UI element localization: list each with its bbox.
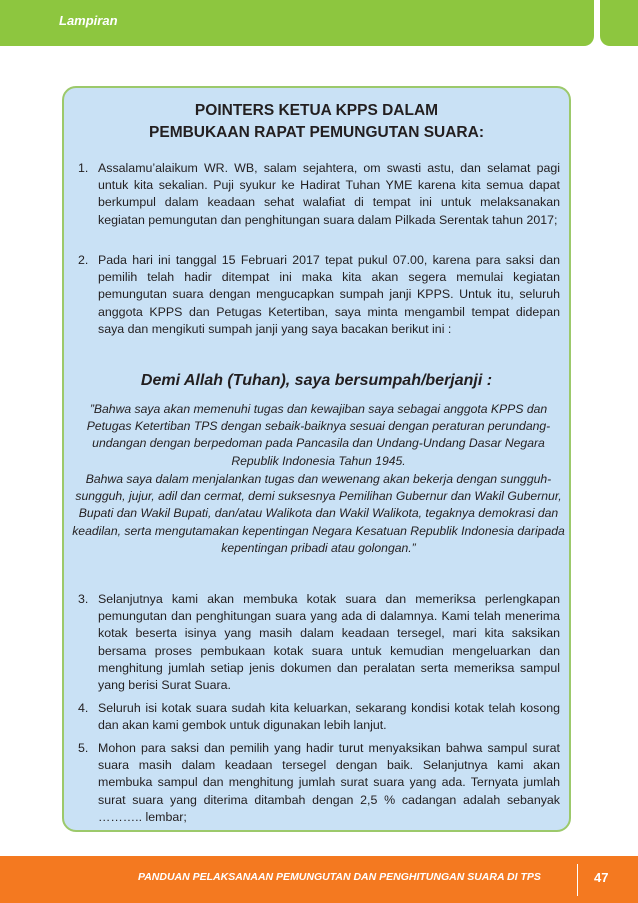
box-title-line2: PEMBUKAAN RAPAT PEMUNGUTAN SUARA: [149,124,484,141]
footer-title: PANDUAN PELAKSANAAN PEMUNGUTAN DAN PENGHITUNGAN SUARA DI TPS [138,871,541,883]
item-number: 1. [78,161,89,175]
item-text: Mohon para saksi dan pemilih yang hadir turut menyaksikan bahwa sampul surat suara masih dalam keadaan tersegel dengan baik. Selanjutnya kami akan membuka sampul dan menghitung jumlah surat suara yang ada. Ternyata jumlah surat suara yang diterima ditambah dengan 2,5 % cadangan adalah sebanyak ……….. lembar; [98,741,560,824]
item-text: Seluruh isi kotak suara sudah kita keluarkan, sekarang kondisi kotak telah kosong dan akan kami gembok untuk digunakan lebih lanjut. [98,701,560,733]
item-number: 3. [78,592,89,606]
content-box [62,86,571,832]
page-number: 47 [594,870,609,885]
item-number: 5. [78,741,89,755]
oath-paragraph-2: Bahwa saya dalam menjalankan tugas dan wewenang akan bekerja dengan sungguh-sungguh, jujur, adil dan cermat, demi suksesnya Pemilihan Gubernur dan Wakil Gubernur, Bupati dan Wakil Bupati, dan/atau Walikota dan Wakil Walikota, tegaknya demokrasi dan keadilan, serta mengutamakan kepentingan Negara Kesatuan Republik Indonesia daripada kepentingan pribadi atau golongan.” [72,472,565,555]
list-item [78,740,560,826]
list-item [78,700,560,734]
footer-bar [0,856,638,903]
item-number: 2. [78,253,89,267]
footer-divider [577,864,578,896]
list-item [78,591,560,694]
header-bar [0,0,594,46]
header-tab [600,0,638,46]
item-text: Selanjutnya kami akan membuka kotak suara dan memeriksa perlengkapan pemungutan dan penghitungan suara yang ada di dalamnya. Kami telah menerima kotak beserta isinya yang masih dalam keadaan tersegel, mari kita saksikan bersama proses pembukaan kotak suara untuk kemudian mengeluarkan dan menghitung jumlah setiap jenis dokumen dan peralatan serta memeriksa sampul yang berisi Surat Suara. [98,592,560,693]
oath-heading: Demi Allah (Tuhan), saya bersumpah/berjanji : [140,372,493,389]
box-title-line1: POINTERS KETUA KPPS DALAM [194,102,439,119]
list-item [78,252,560,338]
oath-paragraph-1: ”Bahwa saya akan memenuhi tugas dan kewajiban saya sebagai anggota KPPS dan Petugas Ketertiban TPS dengan sebaik-baiknya sesuai dengan peraturan perundang-undangan dengan berpedoman pada Pancasila dan Undang-Undang Dasar Negara Republik Indonesia Tahun 1945. [86,402,551,468]
item-number: 4. [78,701,89,715]
item-text: Assalamu’alaikum WR. WB, salam sejahtera, om swasti astu, dan selamat pagi untuk kita sekalian. Puji syukur ke Hadirat Tuhan YME karena kita semua dapat berkumpul dalam keadaan sehat walafiat di tempat ini untuk melaksanakan kegiatan pemungutan dan penghitungan suara dalam Pilkada Serentak tahun 2017; [98,161,560,227]
list-item [78,160,560,229]
item-text: Pada hari ini tanggal 15 Februari 2017 tepat pukul 07.00, karena para saksi dan pemilih telah hadir ditempat ini maka kita akan segera memulai kegiatan pemungutan suara dengan mengucapkan sumpah janji KPPS. Untuk itu, seluruh anggota KPPS dan Petugas Ketertiban, saya minta mengambil tempat didepan saya dan mengikuti sumpah janji yang saya bacakan berikut ini : [98,253,560,336]
section-label: Lampiran [59,13,118,28]
